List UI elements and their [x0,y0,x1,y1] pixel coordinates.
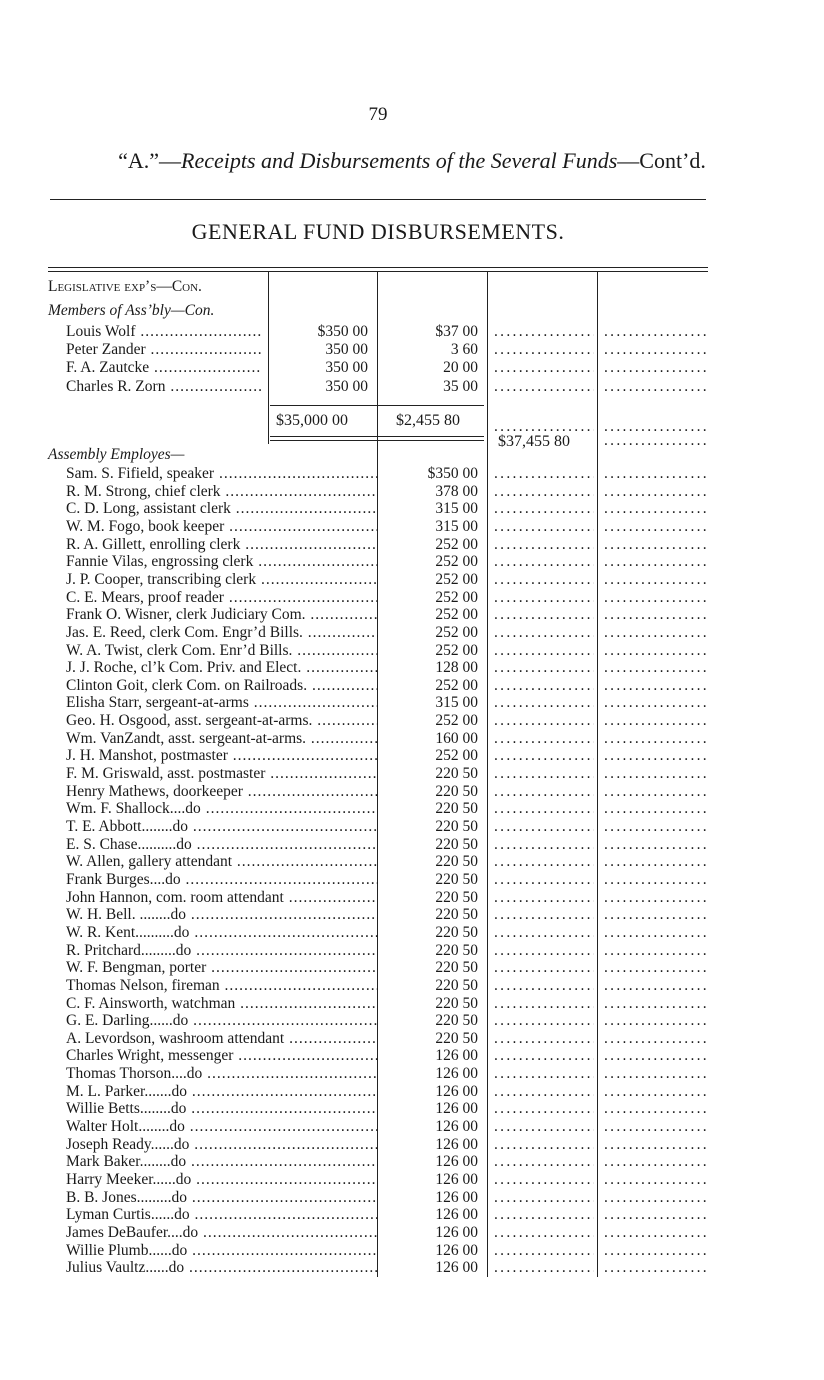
employee-name: Clinton Goit, clerk Com. on Railroads. ..... [66,677,378,695]
employee-name: Fannie Vilas, engrossing clerk ..... [66,553,378,571]
dot-leader [604,730,706,748]
dot-leader [494,730,594,748]
employee-amount: 126 00 [435,1241,478,1259]
employee-name: W. H. Bell. ........do ..... [66,906,378,924]
employee-name: James DeBaufer....do ..... [66,1224,378,1242]
members-subtotal-rule [270,405,484,406]
employee-row [0,942,824,960]
employee-amount: 220 50 [435,800,478,818]
dot-leader [604,1083,706,1101]
table-top-rule [48,267,708,268]
employee-name: G. E. Darling......do ..... [66,1012,378,1030]
dot-leader [494,1189,594,1207]
employee-amount: 220 50 [435,1012,478,1030]
dot-leader [604,694,706,712]
dot-leader [604,906,706,924]
employee-row [0,1259,824,1277]
employee-amount: 220 50 [435,976,478,994]
dot-leader [494,906,594,924]
dot-leader [494,1047,594,1065]
employee-row [0,1153,824,1171]
employee-name: Charles Wright, messenger ..... [66,1047,378,1065]
employee-amount: 220 50 [435,818,478,835]
employee-name: Frank Burges....do ..... [66,871,378,889]
employee-row [0,1242,824,1260]
employee-row [0,553,824,571]
employee-amount: 220 50 [435,1029,478,1047]
salary-total: $35,000 00 [276,412,348,429]
dot-leader [494,889,594,907]
combined-leader-3 [604,432,706,450]
employee-row [0,1118,824,1136]
employee-name: W. M. Fogo, book keeper ..... [66,518,378,536]
dot-leader [604,606,706,624]
dot-leader [494,642,594,660]
employee-row [0,800,824,818]
employee-row [0,1065,824,1083]
dot-leader [604,712,706,730]
dot-leader [604,1118,706,1136]
employee-amount: 220 50 [435,959,478,977]
employee-amount: 252 00 [435,676,478,694]
employee-name: W. Allen, gallery attendant ..... [66,853,378,871]
dot-leader [604,783,706,801]
employee-amount: 252 00 [435,553,478,571]
employee-name: Thomas Nelson, fireman ..... [66,977,378,995]
dot-leader [494,1171,594,1189]
member-name: F. A. Zautcke ..... [66,359,262,377]
employee-row [0,765,824,783]
member-name: Charles R. Zorn ..... [66,378,262,396]
employee-name: T. E. Abbott........do ..... [66,818,378,836]
employee-row [0,871,824,889]
employee-name: Henry Mathews, doorkeeper ..... [66,783,378,801]
dot-leader [604,747,706,765]
dot-leader [494,536,594,554]
member-row [0,323,824,341]
dot-leader [494,553,594,571]
member-mileage: $37 00 [435,323,478,340]
member-salary: 350 00 [325,341,368,359]
employee-amount: 220 50 [435,888,478,906]
employee-amount: 126 00 [435,1047,478,1065]
dot-leader [494,323,594,341]
employee-row [0,589,824,607]
running-head-prefix: “A.”— [118,148,182,173]
dot-leader [604,1030,706,1048]
employee-row [0,906,824,924]
employee-row [0,536,824,554]
member-mileage: 20 00 [443,359,478,377]
employee-row [0,624,824,642]
employee-amount: 220 50 [435,994,478,1012]
dot-leader [494,853,594,871]
mileage-total: $2,455 80 [396,412,460,429]
dot-leader [604,977,706,995]
employee-name: Joseph Ready......do ..... [66,1136,378,1154]
dot-leader [494,1118,594,1136]
dot-leader [494,677,594,695]
employee-row [0,1189,824,1207]
dot-leader [494,1065,594,1083]
employee-row [0,747,824,765]
dot-leader [604,1171,706,1189]
employee-row [0,606,824,624]
combined-total: $37,455 80 [498,433,570,450]
dot-leader [604,571,706,589]
employee-row [0,730,824,748]
employee-row [0,465,824,483]
employee-row [0,1100,824,1118]
members-heading: Members of Ass’bly—Con. [48,302,215,319]
employee-name: W. R. Kent..........do ..... [66,924,378,942]
employee-name: C. F. Ainsworth, watchman ..... [66,995,378,1013]
employee-row [0,977,824,995]
employee-amount: 220 50 [435,923,478,941]
employee-name: J. P. Cooper, transcribing clerk ..... [66,571,378,589]
dot-leader [604,359,706,377]
employee-row [0,853,824,871]
dot-leader [604,1206,706,1224]
employee-row [0,659,824,677]
employee-row [0,571,824,589]
dot-leader [494,1100,594,1118]
employee-name: Mark Baker........do ..... [66,1153,378,1171]
section-title: GENERAL FUND DISBURSEMENTS. [191,219,565,244]
dot-leader [494,659,594,677]
employee-name: M. L. Parker.......do ..... [66,1083,378,1101]
dot-leader [604,836,706,854]
dot-leader [494,518,594,536]
dot-leader [604,465,706,483]
employee-amount: 220 50 [435,782,478,800]
dot-leader [604,818,706,836]
employee-name: W. A. Twist, clerk Com. Enr’d Bills. ..... [66,642,378,660]
employee-row [0,694,824,712]
employee-row [0,1030,824,1048]
employee-amount: 252 00 [435,641,478,659]
dot-leader [604,889,706,907]
dot-leader [604,1065,706,1083]
employee-row [0,1012,824,1030]
member-row [0,359,824,377]
employee-amount: 160 00 [435,729,478,747]
employee-amount: 126 00 [435,1223,478,1241]
employee-amount: 252 00 [435,570,478,588]
employee-name: A. Levordson, washroom attendant ..... [66,1030,378,1048]
employee-name: Wm. F. Shallock....do ..... [66,800,378,818]
employee-amount: 252 00 [435,712,478,730]
member-mileage: 3 60 [450,341,478,359]
employee-row [0,712,824,730]
dot-leader [604,677,706,695]
employee-amount: 252 00 [435,606,478,624]
dot-leader [494,871,594,889]
employee-amount: 315 00 [435,694,478,712]
employee-amount: 252 00 [435,588,478,606]
employee-amount: 126 00 [435,1206,478,1224]
dot-leader [494,1224,594,1242]
dot-leader [494,712,594,730]
employee-name: Frank O. Wisner, clerk Judiciary Com. ..... [66,606,378,624]
employee-row [0,500,824,518]
employee-row [0,836,824,854]
member-name: Peter Zander ..... [66,341,262,359]
employee-name: John Hannon, com. room attendant ..... [66,889,378,907]
employee-amount: 315 00 [435,517,478,535]
dot-leader [494,1012,594,1030]
dot-leader [604,942,706,960]
employee-amount: 220 50 [435,870,478,888]
employee-row [0,1083,824,1101]
dot-leader [494,747,594,765]
employee-name: R. M. Strong, chief clerk ..... [66,483,378,501]
employee-amount: 126 00 [435,1082,478,1100]
dot-leader [604,1189,706,1207]
employee-name: B. B. Jones.........do ..... [66,1189,378,1207]
employee-amount: 128 00 [435,659,478,677]
employee-row [0,783,824,801]
employee-row [0,642,824,660]
employee-amount: 252 00 [435,747,478,765]
employee-name: Walter Holt........do ..... [66,1118,378,1136]
employee-amount: 126 00 [435,1135,478,1153]
employee-name: C. E. Mears, proof reader ..... [66,589,378,607]
employee-row [0,924,824,942]
dot-leader [604,483,706,501]
employee-name: Wm. VanZandt, asst. sergeant-at-arms. ..... [66,730,378,748]
dot-leader [604,995,706,1013]
dot-leader [604,1047,706,1065]
employee-name: R. Pritchard.........do ..... [66,942,378,960]
dot-leader [604,378,706,396]
employee-amount: 220 50 [435,906,478,924]
member-salary: $350 00 [317,323,368,340]
dot-leader [604,871,706,889]
dot-leader [604,589,706,607]
employee-amount: 378 00 [435,482,478,500]
dot-leader [604,1259,706,1277]
dot-leader [494,1136,594,1154]
employee-amount: 126 00 [435,1065,478,1083]
page-number: 79 [368,104,388,125]
employee-amount: 315 00 [435,500,478,518]
dot-leader [494,500,594,518]
employee-row [0,1206,824,1224]
employee-amount: 252 00 [435,535,478,553]
employee-row [0,1171,824,1189]
dot-leader [494,606,594,624]
dot-leader [494,571,594,589]
employee-name: Harry Meeker......do ..... [66,1171,378,1189]
dot-leader [494,359,594,377]
dot-leader [604,1136,706,1154]
dot-leader [494,995,594,1013]
employee-amount: 126 00 [435,1118,478,1136]
dot-leader [494,465,594,483]
employee-name: Julius Vaultz......do ..... [66,1259,378,1277]
employee-row [0,995,824,1013]
dot-leader [494,977,594,995]
dot-leader [604,323,706,341]
running-head [0,148,824,174]
employee-name: Elisha Starr, sergeant-at-arms ..... [66,694,378,712]
dot-leader [494,1083,594,1101]
employee-row [0,677,824,695]
employee-row [0,889,824,907]
dot-leader [604,341,706,359]
dot-leader [604,765,706,783]
employee-name: Willie Plumb......do ..... [66,1242,378,1260]
employee-name: R. A. Gillett, enrolling clerk ..... [66,536,378,554]
employee-row [0,483,824,501]
dot-leader [494,1242,594,1260]
dot-leader [494,818,594,836]
dot-leader [494,341,594,359]
employee-name: Thomas Thorson....do ..... [66,1065,378,1083]
header-rule [50,199,706,200]
dot-leader [494,959,594,977]
employee-name: Lyman Curtis......do ..... [66,1206,378,1224]
employee-name: J. H. Manshot, postmaster ..... [66,747,378,765]
employee-name: Geo. H. Osgood, asst. sergeant-at-arms. ..... [66,712,378,730]
dot-leader [604,624,706,642]
dot-leader [604,1100,706,1118]
dot-leader [604,853,706,871]
employee-row [0,518,824,536]
employee-amount: $350 00 [427,465,478,482]
dot-leader [604,536,706,554]
dot-leader [604,518,706,536]
dot-leader [604,500,706,518]
legislative-heading: Legislative exp’s—Con. [48,278,202,295]
table-top-rule-2 [48,271,708,272]
dot-leader [604,1012,706,1030]
employee-row [0,818,824,836]
employee-amount: 220 50 [435,765,478,783]
employee-name: W. F. Bengman, porter ..... [66,959,378,977]
member-salary: 350 00 [325,377,368,395]
running-head-suffix: —Cont’d. [617,148,706,173]
employee-amount: 126 00 [435,1259,478,1277]
dot-leader [494,483,594,501]
dot-leader [494,1206,594,1224]
dot-leader [494,589,594,607]
dot-leader [604,553,706,571]
employee-row [0,1047,824,1065]
running-head-italic: Receipts and Disbursements of the Several Funds [181,148,618,173]
dot-leader [604,1224,706,1242]
dot-leader [494,942,594,960]
dot-leader [604,659,706,677]
member-row [0,378,824,396]
employee-amount: 126 00 [435,1188,478,1206]
employee-name: C. D. Long, assistant clerk ..... [66,500,378,518]
dot-leader [494,1153,594,1171]
employee-amount: 126 00 [435,1153,478,1171]
employee-row [0,959,824,977]
member-mileage: 35 00 [443,377,478,395]
employee-amount: 220 50 [435,941,478,959]
member-row [0,341,824,359]
employee-row [0,1136,824,1154]
employee-row [0,1224,824,1242]
employee-amount: 220 50 [435,853,478,871]
dot-leader [604,959,706,977]
member-salary: 350 00 [325,359,368,377]
dot-leader [604,642,706,660]
dot-leader [604,1242,706,1260]
dot-leader [494,1259,594,1277]
member-name: Louis Wolf ..... [66,323,262,341]
employee-name: J. J. Roche, cl’k Com. Priv. and Elect. ..... [66,659,378,677]
employee-name: Willie Betts........do ..... [66,1100,378,1118]
employee-amount: 126 00 [435,1100,478,1118]
employee-name: Jas. E. Reed, clerk Com. Engr’d Bills. ..... [66,624,378,642]
dot-leader [494,783,594,801]
employee-amount: 126 00 [435,1171,478,1188]
dot-leader [494,694,594,712]
dot-leader [604,800,706,818]
employee-name: Sam. S. Fifield, speaker ..... [66,465,378,483]
dot-leader [494,800,594,818]
employees-heading: Assembly Employes— [48,446,185,463]
employee-amount: 252 00 [435,623,478,641]
employee-amount: 220 50 [435,835,478,853]
dot-leader [494,624,594,642]
dot-leader [494,765,594,783]
dot-leader [604,924,706,942]
dot-leader [494,378,594,396]
dot-leader [604,1153,706,1171]
dot-leader [494,1030,594,1048]
employee-name: E. S. Chase..........do ..... [66,836,378,854]
dot-leader [494,836,594,854]
employee-name: F. M. Griswald, asst. postmaster ..... [66,765,378,783]
dot-leader [494,924,594,942]
